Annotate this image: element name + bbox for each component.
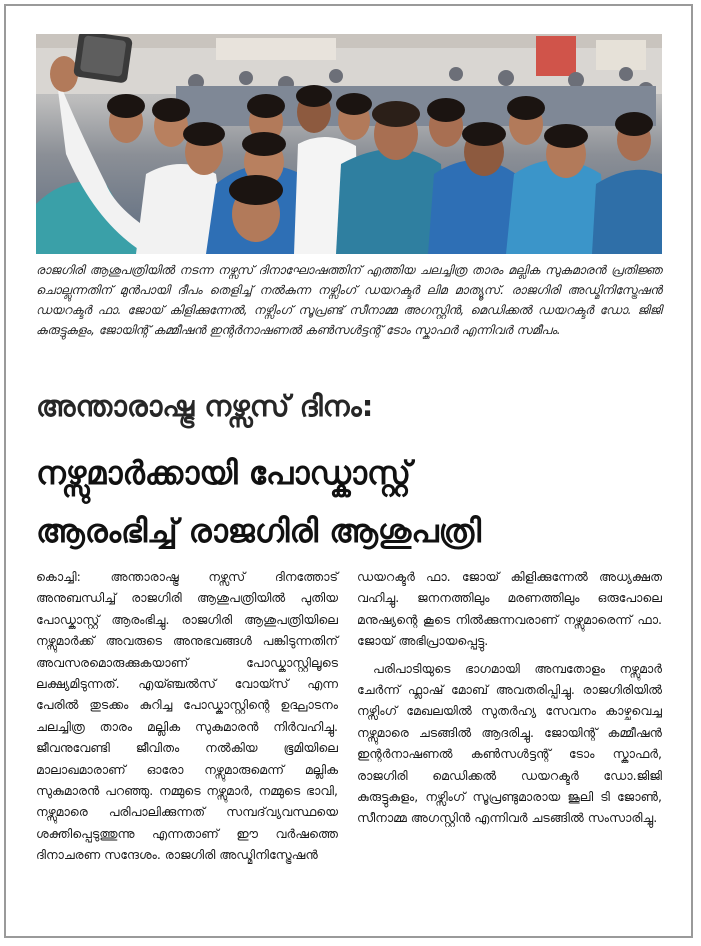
nurses-group-photo (36, 34, 662, 254)
photo-caption: രാജഗിരി ആശുപത്രിയിൽ നടന്ന നഴ്സസ് ദിനാഘോഷത്തിന് എത്തിയ ചലച്ചിത്ര താരം മല്ലിക സുകുമാരൻ പ്രതിജ്ഞ ചൊല്ലുന്നതിന് മുൻപായി ദീപം തെളിച്ച് നൽകുന്ന നഴ്സിംഗ് ഡയറക്ടർ ലിമ മാത്യൂസ്. രാജഗിരി അഡ്മിനിസ്ട്രേഷൻ ഡയറക്ടർ ഫാ. ജോയ് കിളിക്കുന്നേൽ, നഴ്സിംഗ് സൂപ്രണ്ട് സീനാമ്മ അഗസ്റ്റിൻ, മെഡിക്കൽ ഡയറക്ടർ ഡോ. ജിജി കുരുട്ടുകുളം, ജോയിന്റ് കമ്മീഷൻ ഇന്റർനാഷണൽ കൺസൾട്ടന്റ് ടോം സ്കാഫർ എന്നിവർ സമീപം. (36, 263, 662, 337)
headline-line-1: നഴ്സുമാർക്കായി പോഡ്കാസ്റ്റ് (36, 454, 411, 492)
event-photo (36, 34, 662, 254)
article-kicker: അന്താരാഷ്ട്ര നഴ്സസ് ദിനം: (36, 389, 374, 423)
article-body-left-column (36, 566, 338, 866)
article-headline (36, 444, 662, 560)
body-paragraph: ഡയറക്ടർ ഫാ. ജോയ് കിളിക്കുന്നേൽ അധ്യക്ഷത വഹിച്ചു. ജനനത്തിലും മരണത്തിലും ഒരുപോലെ മനുഷ്യന്റെ കൂടെ നിൽക്കുന്നവരാണ് നഴ്സുമാരെന്ന് ഫാ. ജോയ് അഭിപ്രായപ്പെട്ടു. (357, 569, 662, 649)
article-body-right-column (357, 566, 662, 835)
headline-line-2: ആരംഭിച്ച് രാജഗിരി ആശുപത്രി (36, 512, 482, 550)
body-paragraph: കൊച്ചി: അന്താരാഷ്ട്ര നഴ്സസ് ദിനത്തോട് അനുബന്ധിച്ച് രാജഗിരി ആശുപത്രിയിൽ പുതിയ പോഡ്കാസ്റ്റ് ആരംഭിച്ചു. രാജഗിരി ആശുപത്രിയിലെ നഴ്സുമാർക്ക് അവരുടെ അനുഭവങ്ങൾ പങ്കിടുന്നതിന് അവസരമൊരുക്കുകയാണ് പോഡ്കാസ്റ്റിലൂടെ ലക്ഷ്യമിടുന്നത്. എയ്ഞ്ചൽസ് വോയ്സ് എന്ന പേരിൽ തുടക്കം കുറിച്ച പോഡ്കാസ്റ്റിന്റെ ഉദ്ഘാടനം ചലച്ചിത്ര താരം മല്ലിക സുകുമാരൻ നിർവഹിച്ചു. ജീവനുവേണ്ടി ജീവിതം നൽകിയ ഭൂമിയിലെ മാലാഖമാരാണ് ഓരോ നഴ്സുമാരുമെന്ന് മല്ലിക സുകുമാരൻ പറഞ്ഞു. നമ്മുടെ നഴ്സുമാർ, നമ്മുടെ ഭാവി, നഴ്സുമാരെ പരിപാലിക്കുന്നത് സമ്പദ്‌വ്യവസ്ഥയെ ശക്തിപ്പെടുത്തുന്നു എന്നതാണ് ഈ വർഷത്തെ ദിനാചരണ സന്ദേശം. രാജഗിരി അഡ്മിനിസ്ട്രേഷൻ (36, 569, 338, 863)
body-paragraph: പരിപാടിയുടെ ഭാഗമായി അമ്പതോളം നഴ്സുമാർ ചേർന്ന് ഫ്ലാഷ് മോബ് അവതരിപ്പിച്ചു. രാജഗിരിയിൽ നഴ്സിംഗ് മേഖലയിൽ സുതർഹ്യ സേവനം കാഴ്ചവെച്ച നഴ്സുമാരെ ചടങ്ങിൽ ആദരിച്ചു. ജോയിന്റ് കമ്മീഷൻ ഇന്റർനാഷണൽ കൺസൾട്ടന്റ് ടോം സ്കാഫർ, രാജഗിരി മെഡിക്കൽ ഡയറക്ടർ ഡോ.ജിജി കുരുട്ടുകുളം, നഴ്സിംഗ് സൂപ്രണ്ടുമാരായ ജൂലി ടി ജോൺ, സീനാമ്മ അഗസ്റ്റിൻ എന്നിവർ ചടങ്ങിൽ സംസാരിച്ചു. (357, 660, 662, 826)
